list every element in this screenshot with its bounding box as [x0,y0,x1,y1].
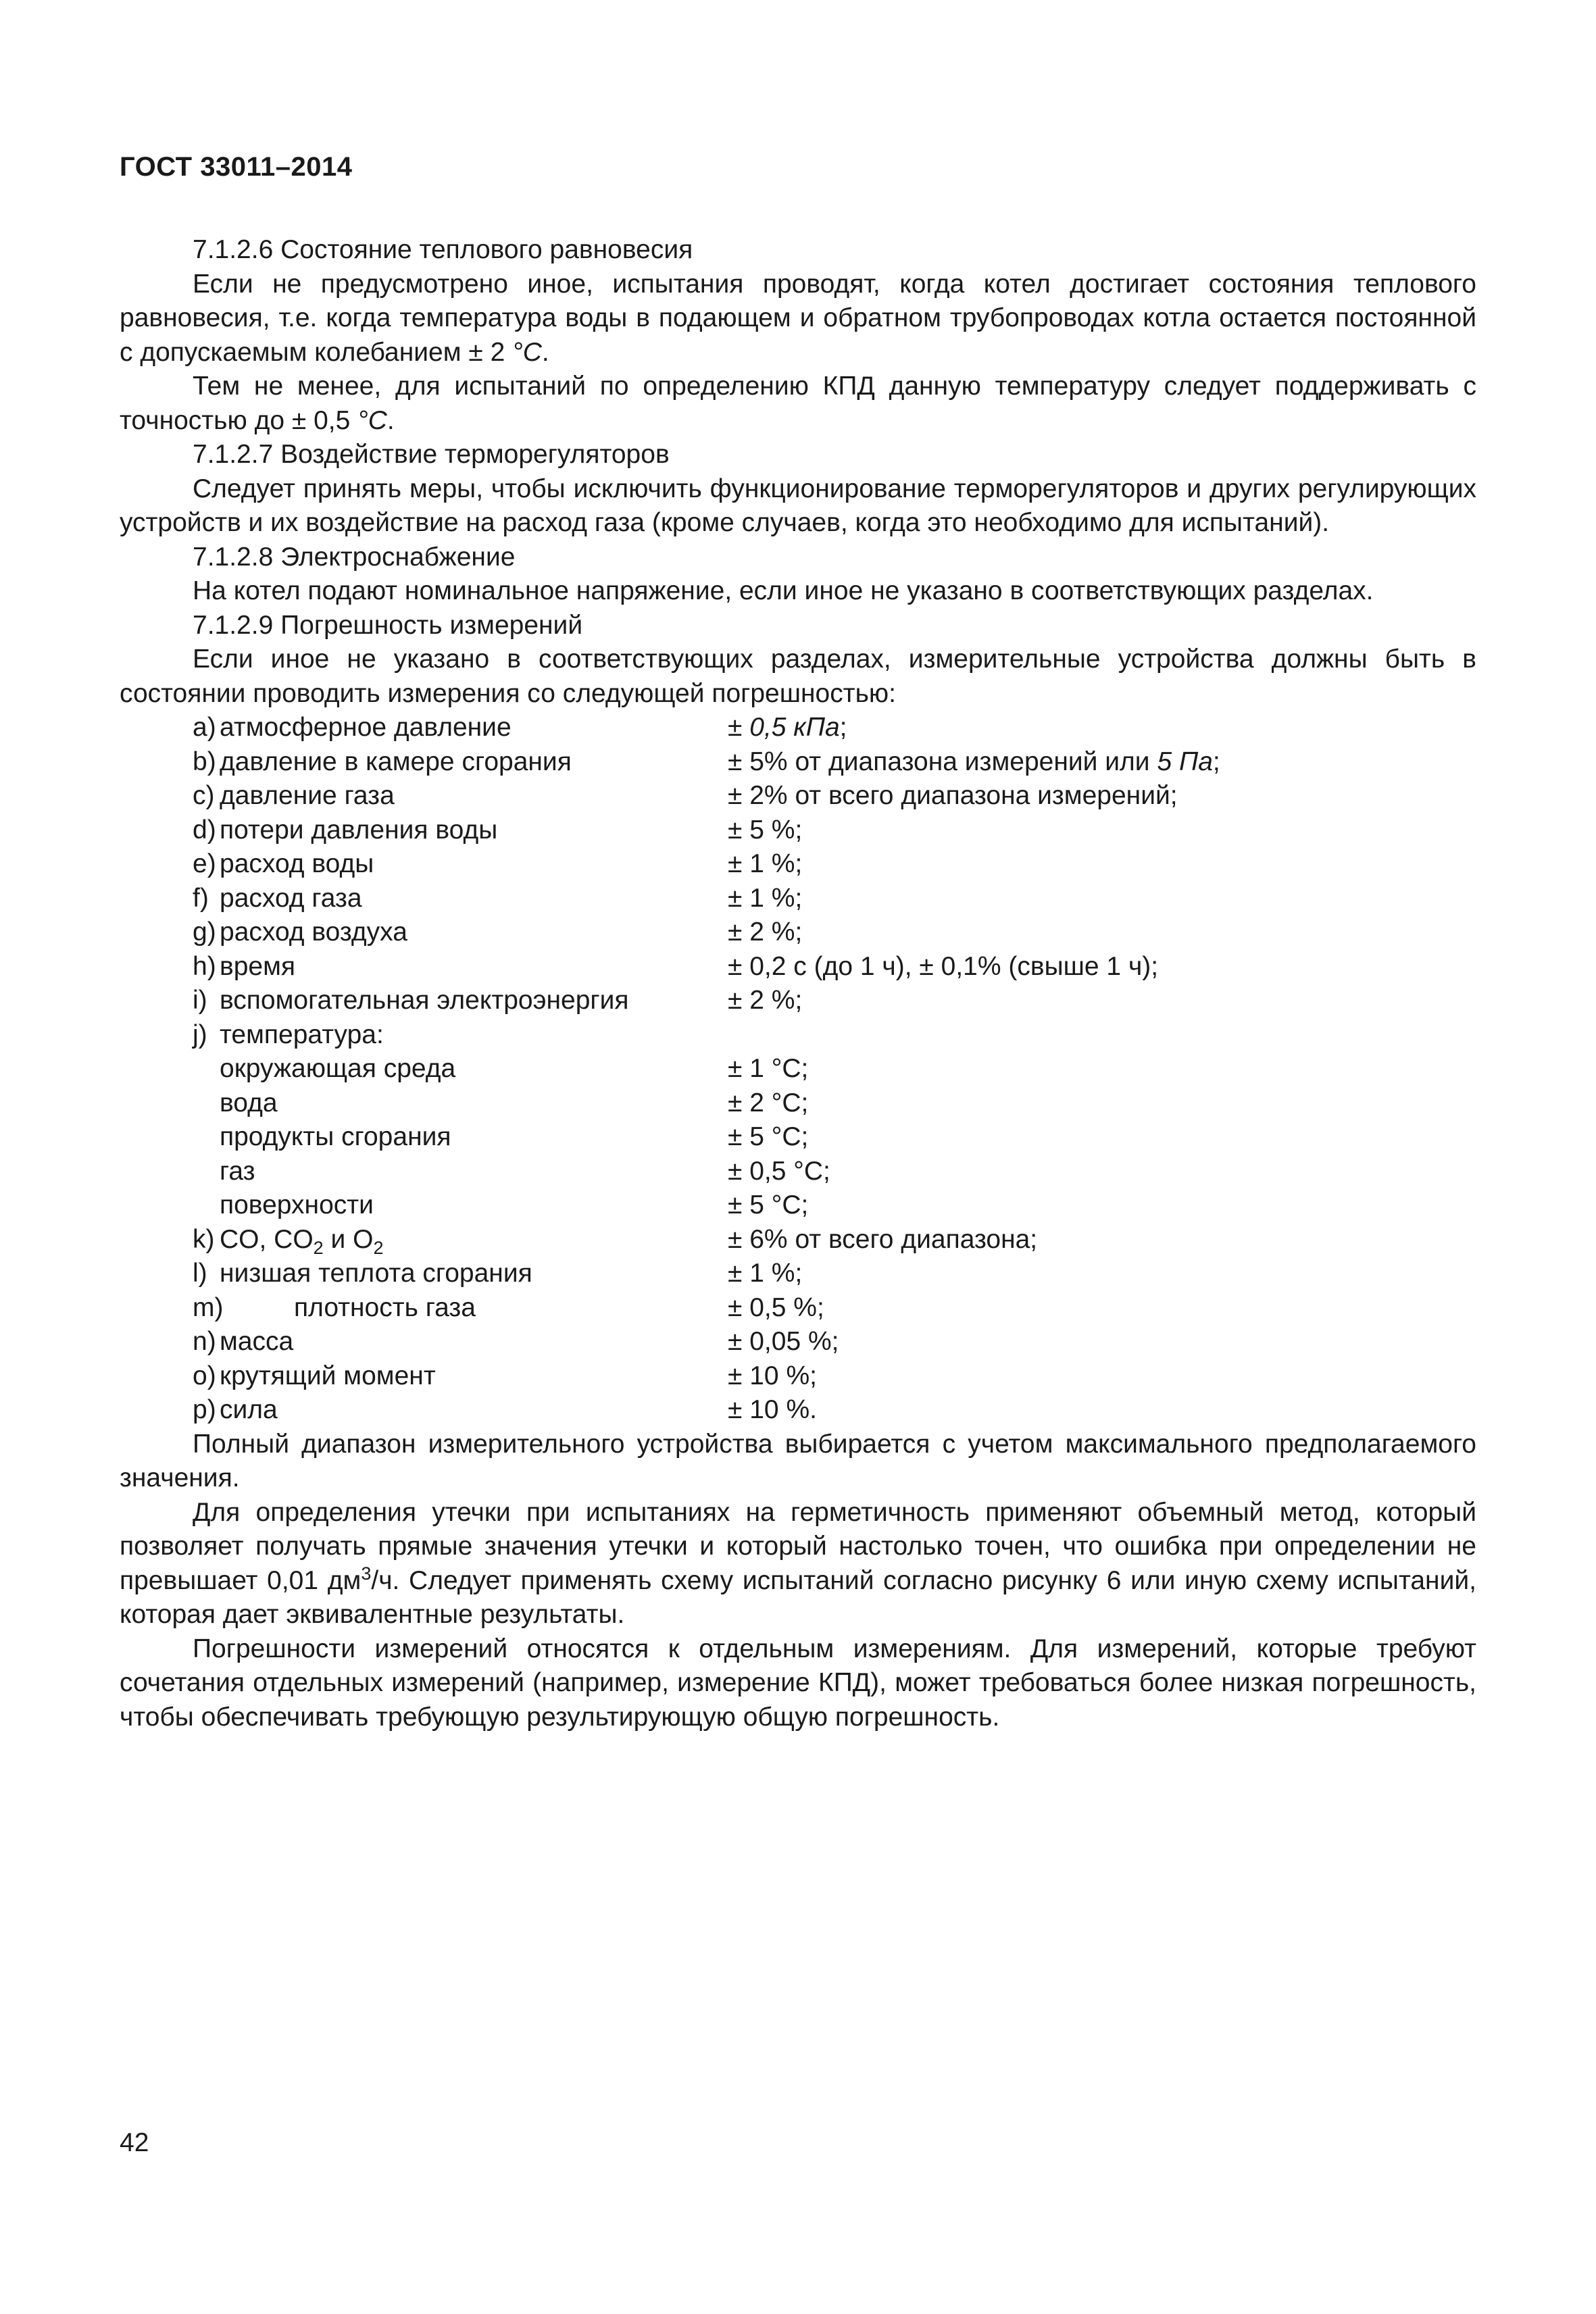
paragraph: Следует принять меры, чтобы исключить функционирование терморегуляторов и других регулирующих устройств и их воздействие на расход газа (кроме случаев, когда это необходимо для испытаний). [120,474,1476,537]
list-subitem: окружающая среда ± 1 °C; [220,1054,809,1083]
paragraph: Тем не менее, для испытаний по определению КПД данную температуру следует поддерживать с точностью до ± 0,5 °C. [120,372,1476,435]
list-item: h) время ± 0,2 с (до 1 ч), ± 0,1% (свыше 1 ч); [193,951,1159,981]
list-item: m) плотность газа ± 0,5 %; [193,1292,824,1322]
list-item: j) температура: [193,1020,384,1049]
list-subitem: поверхности ± 5 °C; [220,1190,809,1219]
paragraph: Погрешности измерений относятся к отдельным измерениям. Для измерений, которые требуют сочетания отдельных измерений (например, измерение КПД), может требоваться более низкая погрешность, чтобы обеспечивать требующую результирующую общую погрешность. [120,1634,1476,1732]
paragraph: Если не предусмотрено иное, испытания проводят, когда котел достигает состояния теплового равновесия, т.е. когда температура воды в подающем и обратном трубопроводах котла остается постоянной с допускаемым колебанием ± 2 °C. [120,269,1476,367]
section-heading-7127: 7.1.2.7 Воздействие терморегуляторов [193,440,670,469]
list-item: p) сила ± 10 %. [193,1395,817,1424]
list-item: c) давление газа ± 2% от всего диапазона измерений; [193,781,1178,810]
paragraph: Если иное не указано в соответствующих разделах, измерительные устройства должны быть в состоянии проводить измерения со следующей погрешностью: [120,645,1476,708]
list-item: e) расход воды ± 1 %; [193,849,803,878]
paragraph: Полный диапазон измерительного устройства выбирается с учетом максимального предполагаемого значения. [120,1429,1476,1492]
section-heading-7128: 7.1.2.8 Электроснабжение [193,542,516,572]
list-subitem: газ ± 0,5 °C; [220,1156,830,1186]
list-item: o) крутящий момент ± 10 %; [193,1361,817,1390]
list-item: b) давление в камере сгорания ± 5% от диапазона измерений или 5 Па; [193,747,1220,776]
section-heading-7129: 7.1.2.9 Погрешность измерений [193,610,583,640]
list-item: k) CO, $CO_2$ и $O_2$ ± 6% от всего диапазона; [193,1224,1038,1258]
list-item: d) потери давления воды ± 5 %; [193,815,803,845]
page-number: 42 [120,2128,149,2157]
list-item: f) расход газа ± 1 %; [193,883,803,913]
list-item: g) расход воздуха ± 2 %; [193,917,803,947]
paragraph: На котел подают номинальное напряжение, если иное не указано в соответствующих разделах. [193,576,1374,605]
list-subitem: вода ± 2 °C; [220,1088,809,1117]
list-item: i) вспомогательная электроэнергия ± 2 %; [193,986,803,1015]
paragraph: Для определения утечки при испытаниях на герметичность применяют объемный метод, который позволяет получать прямые значения утечки и который настолько точен, что ошибка при определении не превышает 0,01 $дм^3/ч$. Следует применять схему испытаний согласно рисунку 6 или иную схему испытаний, которая дает эквивалентные результаты. [120,1497,1476,1629]
list-item: a) атмосферное давление ± 0,5 кПа; [193,713,847,742]
list-subitem: продукты сгорания ± 5 °C; [220,1122,809,1151]
list-item: n) масса ± 0,05 %; [193,1327,839,1356]
section-heading-7126: 7.1.2.6 Состояние теплового равновесия [193,235,693,264]
accuracy-list [120,711,1476,1428]
document-header: ГОСТ 33011–2014 [120,152,353,182]
document-body [120,233,1476,1734]
list-item: l) низшая теплота сгорания ± 1 %; [193,1259,803,1288]
